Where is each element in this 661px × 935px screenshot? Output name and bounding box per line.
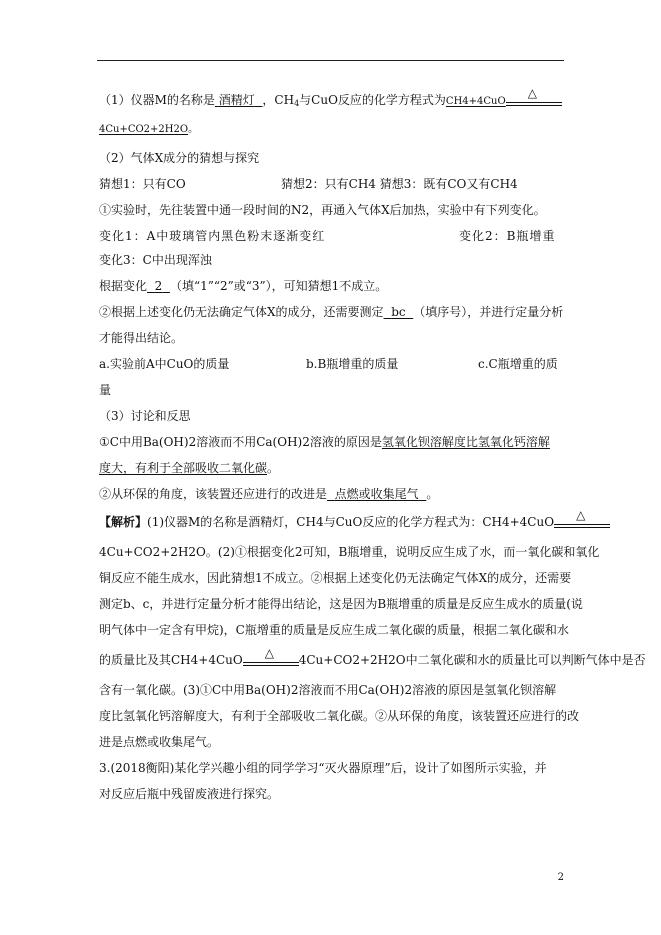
heat-condition-symbol: △ <box>554 515 610 531</box>
question-3-line-2: 对反应后瓶中残留废液进行探究。 <box>99 787 280 801</box>
guess-1: 猜想1：只有CO <box>99 177 186 191</box>
q3-item1-answer: 氢氧化钡溶解度比氢氧化钙溶解 <box>381 435 550 449</box>
analysis-line-2: 4Cu+CO2+2H2O。(2)①根据变化2可知，B瓶增重，说明反应生成了水，而一氧化碳和氧化 <box>99 545 600 559</box>
q1-text-c: 与CuO反应的化学方程式为 <box>299 93 446 107</box>
analysis-line-8: 度比氢氧化钙溶解度大，有利于全部吸收二氧化碳。②从环保的角度，该装置还应进行的改 <box>99 709 580 723</box>
change-1: 变化1：A中玻璃管内黑色粉末逐渐变红 <box>99 229 326 243</box>
change-2: 变化2：B瓶增重 <box>459 229 556 243</box>
q3-item1-cont: 度大，有利于全部吸收二氧化碳。 <box>99 461 280 475</box>
page-number: 2 <box>557 872 564 883</box>
analysis-line-3: 铜反应不能生成水，因此猜想1不成立。②根据上述变化仍无法确定气体X的成分，还需要 <box>99 571 572 585</box>
guess-2-3: 猜想2：只有CH4 猜想3：既有CO又有CH4 <box>281 177 518 191</box>
header-rule <box>97 60 564 61</box>
q3-item2: ②从环保的角度，该装置还应进行的改进是 点燃或收集尾气 。 <box>99 487 439 501</box>
q1-line: （1）仪器M的名称是 酒精灯 ，$CH_4$与CuO反应的化学方程式为CH4+4CuO △ <box>99 92 562 112</box>
q3-item2-answer: 点燃或收集尾气 <box>334 487 419 501</box>
q1-products: 4Cu+CO2+2H2O <box>99 124 189 135</box>
change-3: 变化3：C中出现浑浊 <box>99 253 212 267</box>
option-b: b.B瓶增重的质量 <box>306 357 399 371</box>
analysis-line-1: 【解析】(1)仪器M的名称是酒精灯，CH4与CuO反应的化学方程式为：CH4+4CuO △ <box>99 514 610 531</box>
q2-inference: 根据变化 2 （填“1”“2”或“3”），可知猜想1不成立。 <box>99 279 388 293</box>
option-a: a.实验前A中CuO的质量 <box>99 357 230 371</box>
q1-text-b: ，CH <box>262 93 295 107</box>
analysis-line-6: 的质量比及其CH4+4CuO △ 4Cu+CO2+2H2O中二氧化碳和水的质量比可以判断气体中是否 <box>99 645 646 667</box>
q2-step2: ②根据上述变化仍无法确定气体X的成分，还需要测定 bc （填序号），并进行定量分析 <box>99 305 564 319</box>
option-c: c.C瓶增重的质 <box>478 357 558 371</box>
q3-item1: ①C中用Ba(OH)2溶液而不用Ca(OH)2溶液的原因是氢氧化钡溶解度比氢氧化钙溶解 <box>99 435 550 449</box>
option-c-cont: 量 <box>99 383 112 397</box>
q1-answer-instrument: 酒精灯 <box>218 93 255 107</box>
analysis-line-5: 明气体中一定含有甲烷)，C瓶增重的质量是反应生成二氧化碳的质量，根据二氧化碳和水 <box>99 623 569 637</box>
q2-step2-cont: 才能得出结论。 <box>99 331 184 345</box>
q3-item1-answer-cont: 度大，有利于全部吸收二氧化碳 <box>99 461 268 475</box>
analysis-line-7: 含有一氧化碳。(3)①C中用Ba(OH)2溶液而不用Ca(OH)2溶液的原因是氢氧化钡溶解 <box>99 683 557 697</box>
q1-text: （1）仪器M的名称是 <box>99 93 215 107</box>
heat-condition-symbol: △ <box>506 93 562 109</box>
analysis-line-9: 进是点燃或收集尾气。 <box>99 735 220 749</box>
q1-products-line: 4Cu+CO2+2H2O。 <box>99 124 199 135</box>
q2-heading: （2）气体X成分的猜想与探究 <box>99 151 260 165</box>
q2-step1: ①实验时，先往装置中通一段时间的N2，再通入气体X后加热，实验中有下列变化。 <box>99 203 546 217</box>
question-3-line-1: 3.(2018衡阳)某化学兴趣小组的同学学习“灭火器原理”后，设计了如图所示实验，并 <box>99 761 547 775</box>
analysis-tag: 【解析】 <box>99 515 148 529</box>
q2-answer-blank: 2 <box>154 279 163 293</box>
heat-condition-symbol: △ <box>243 653 299 669</box>
q2-step2-answer: bc <box>391 305 406 319</box>
q3-heading: （3）讨论和反思 <box>99 409 191 423</box>
q1-reactants: CH4+4CuO <box>445 96 506 107</box>
analysis-line-4: 测定b、c，并进行定量分析才能得出结论，这是因为B瓶增重的质量是反应生成水的质量(说 <box>99 597 583 611</box>
